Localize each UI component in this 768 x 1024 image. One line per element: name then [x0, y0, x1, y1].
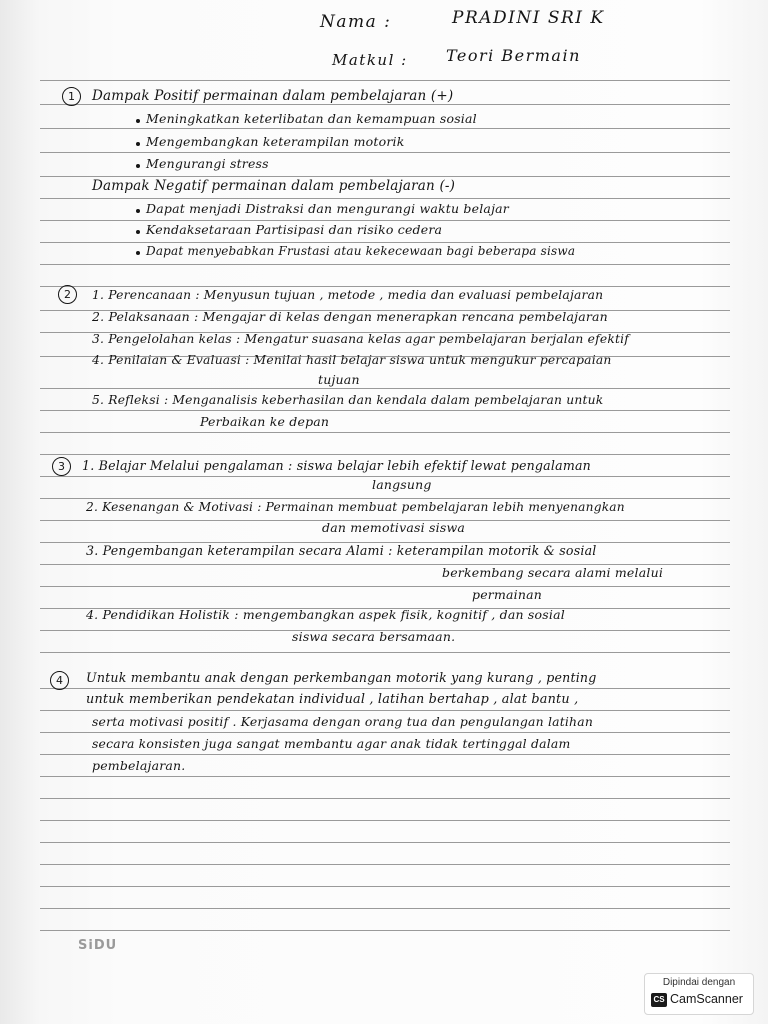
- s3-line: 3. Pengembangan keterampilan secara Alami : keterampilan motorik & sosial: [86, 543, 597, 558]
- course-label: Matkul :: [332, 51, 408, 69]
- ruled-line: [40, 732, 730, 733]
- s4-line: serta motivasi positif . Kerjasama dengan orang tua dan pengulangan latihan: [92, 714, 593, 729]
- s1-heading-positive: Dampak Positif permainan dalam pembelajaran (+): [92, 88, 454, 104]
- notebook-brand-logo: SiDU: [78, 938, 118, 953]
- s2-line: 4. Penilaian & Evaluasi : Menilai hasil belajar siswa untuk mengukur percapaian: [92, 353, 612, 367]
- camscanner-watermark: [644, 973, 754, 1015]
- s4-line: pembelajaran.: [92, 758, 186, 773]
- s3-line: dan memotivasi siswa: [322, 520, 466, 535]
- bullet: [136, 142, 140, 146]
- bullet: [136, 230, 140, 234]
- s3-line: 1. Belajar Melalui pengalaman : siswa belajar lebih efektif lewat pengalaman: [82, 458, 591, 473]
- ruled-line: [40, 80, 730, 81]
- ruled-line: [40, 864, 730, 865]
- s2-line: tujuan: [318, 372, 360, 387]
- ruled-line: [40, 410, 730, 411]
- s2-line: 3. Pengelolahan kelas : Mengatur suasana kelas agar pembelajaran berjalan efektif: [92, 332, 630, 346]
- s1-negative-item: Dapat menjadi Distraksi dan mengurangi waktu belajar: [146, 201, 509, 216]
- ruled-line: [40, 264, 730, 265]
- ruled-line: [40, 128, 730, 129]
- section-number-2: 2: [58, 285, 77, 304]
- ruled-line: [40, 432, 730, 433]
- s3-line: 2. Kesenangan & Motivasi : Permainan membuat pembelajaran lebih menyenangkan: [86, 500, 625, 514]
- ruled-line: [40, 798, 730, 799]
- section-number-1: 1: [62, 87, 81, 106]
- ruled-line: [40, 586, 730, 587]
- bullet: [136, 209, 140, 213]
- s1-positive-item: Mengembangkan keterampilan motorik: [146, 134, 405, 149]
- s3-line: berkembang secara alami melalui: [442, 565, 664, 580]
- s4-line: secara konsisten juga sangat membantu agar anak tidak tertinggal dalam: [92, 736, 571, 751]
- ruled-line: [40, 908, 730, 909]
- bullet: [136, 251, 140, 255]
- ruled-line: [40, 776, 730, 777]
- name-value: PRADINI SRI K: [452, 8, 605, 28]
- ruled-line: [40, 388, 730, 389]
- bullet: [136, 119, 140, 123]
- s3-line: siswa secara bersamaan.: [292, 629, 456, 644]
- scanner-caption: Dipindai dengan: [662, 977, 736, 988]
- ruled-line: [40, 754, 730, 755]
- ruled-line: [40, 930, 730, 931]
- s1-negative-item: Kendaksetaraan Partisipasi dan risiko cedera: [146, 222, 443, 237]
- ruled-line: [40, 198, 730, 199]
- section-number-3: 3: [52, 457, 71, 476]
- course-value: Teori Bermain: [446, 46, 581, 65]
- s1-heading-negative: Dampak Negatif permainan dalam pembelajaran (-): [92, 178, 456, 194]
- ruled-line: [40, 710, 730, 711]
- s2-line: Perbaikan ke depan: [200, 414, 330, 429]
- section-number-4: 4: [50, 671, 69, 690]
- s3-line: 4. Pendidikan Holistik : mengembangkan aspek fisik, kognitif , dan sosial: [86, 607, 565, 622]
- ruled-line: [40, 842, 730, 843]
- camscanner-logo-icon: CS: [651, 993, 667, 1007]
- s1-positive-item: Mengurangi stress: [146, 156, 269, 171]
- ruled-line: [40, 176, 730, 177]
- ruled-line: [40, 886, 730, 887]
- s4-line: Untuk membantu anak dengan perkembangan motorik yang kurang , penting: [86, 670, 597, 685]
- s4-line: untuk memberikan pendekatan individual , latihan bertahap , alat bantu ,: [86, 692, 579, 707]
- s2-line: 2. Pelaksanaan : Mengajar di kelas dengan menerapkan rencana pembelajaran: [92, 309, 608, 324]
- s2-line: 1. Perencanaan : Menyusun tujuan , metode , media dan evaluasi pembelajaran: [92, 288, 604, 302]
- s3-line: langsung: [372, 477, 432, 492]
- ruled-line: [40, 220, 730, 221]
- s3-line: permainan: [472, 587, 543, 602]
- ruled-line: [40, 820, 730, 821]
- scanner-name: CamScanner: [670, 992, 743, 1006]
- s2-line: 5. Refleksi : Menganalisis keberhasilan dan kendala dalam pembelajaran untuk: [92, 393, 604, 407]
- bullet: [136, 164, 140, 168]
- ruled-line: [40, 152, 730, 153]
- s1-positive-item: Meningkatkan keterlibatan dan kemampuan sosial: [146, 111, 477, 126]
- ruled-line: [40, 454, 730, 455]
- name-label: Nama :: [320, 12, 392, 32]
- s1-negative-item: Dapat menyebabkan Frustasi atau kekecewaan bagi beberapa siswa: [146, 244, 576, 258]
- ruled-line: [40, 688, 730, 689]
- ruled-line: [40, 652, 730, 653]
- ruled-line: [40, 104, 730, 105]
